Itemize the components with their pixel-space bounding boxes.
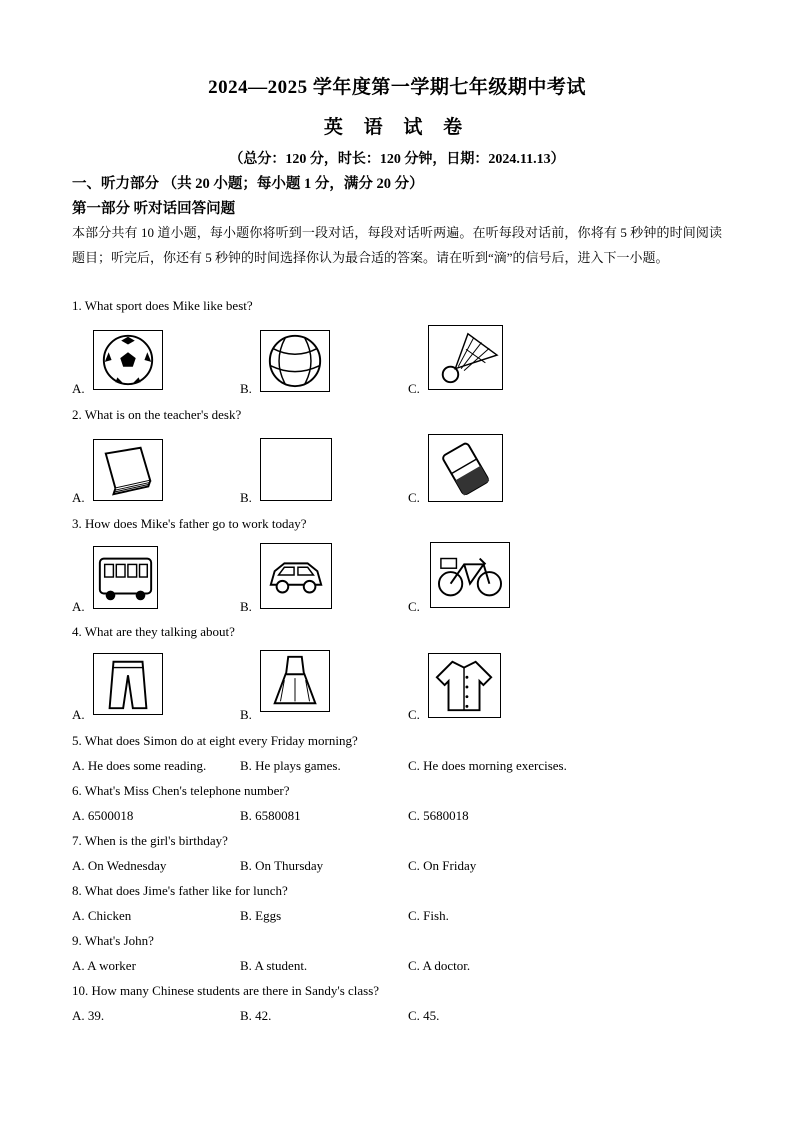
- option-4c: C.: [408, 707, 420, 722]
- option-2a: A.: [72, 490, 85, 505]
- option-6a: A. 6500018: [72, 808, 134, 823]
- option-9a: A. A worker: [72, 958, 136, 973]
- subsection-heading: 第一部分 听对话回答问题: [72, 201, 236, 217]
- option-10a: A. 39.: [72, 1008, 105, 1023]
- option-1a: A.: [72, 381, 85, 396]
- option-6c: C. 5680018: [408, 808, 469, 823]
- question-9: 9. What's John?: [72, 933, 154, 948]
- basketball-icon: [260, 330, 330, 392]
- option-4a: A.: [72, 707, 85, 722]
- question-4: 4. What are they talking about?: [72, 624, 235, 639]
- option-5a: A. He does some reading.: [72, 758, 207, 773]
- question-5: 5. What does Simon do at eight every Friday morning?: [72, 733, 358, 748]
- option-9c: C. A doctor.: [408, 958, 471, 973]
- question-3: 3. How does Mike's father go to work today?: [72, 516, 307, 531]
- option-1b: B.: [240, 381, 252, 396]
- question-1: 1. What sport does Mike like best?: [72, 298, 253, 313]
- option-9b: B. A student.: [240, 958, 308, 973]
- shuttlecock-icon: [428, 325, 503, 390]
- book-icon: [93, 439, 163, 501]
- option-3b: B.: [240, 599, 252, 614]
- option-7c: C. On Friday: [408, 858, 477, 873]
- question-7: 7. When is the girl's birthday?: [72, 833, 228, 848]
- question-8: 8. What does Jime's father like for lunch?: [72, 883, 288, 898]
- section-heading: 一、听力部分 （共 20 小题；每小题 1 分，满分 20 分）: [72, 176, 424, 192]
- option-8a: A. Chicken: [72, 908, 132, 923]
- exam-subtitle: 英 语 试 卷: [323, 117, 471, 138]
- option-7b: B. On Thursday: [240, 858, 324, 873]
- car-icon: [260, 543, 332, 609]
- instructions: 本部分共有 10 道小题，每小题你将听到一段对话，每段对话听两遍。在听每段对话前，你将有 5 秒钟的时间阅读题目；听完后，你还有 5 秒钟的时间选择你认为最合适的答案。请在听到“滴”的信号后，进入下一小题。: [72, 225, 722, 265]
- option-5b: B. He plays games.: [240, 758, 341, 773]
- option-2b: B.: [240, 490, 252, 505]
- option-10b: B. 42.: [240, 1008, 272, 1023]
- question-2: 2. What is on the teacher's desk?: [72, 407, 242, 422]
- option-6b: B. 6580081: [240, 808, 301, 823]
- option-4b: B.: [240, 707, 252, 722]
- option-10c: C. 45.: [408, 1008, 440, 1023]
- eraser-icon: [428, 434, 503, 502]
- option-2c: C.: [408, 490, 420, 505]
- option-3a: A.: [72, 599, 85, 614]
- question-6: 6. What's Miss Chen's telephone number?: [72, 783, 290, 798]
- exam-title: 2024—2025 学年度第一学期七年级期中考试: [208, 77, 586, 98]
- option-1c: C.: [408, 381, 420, 396]
- blank-picture-icon: [260, 438, 332, 501]
- exam-info: （总分：120 分，时长：120 分钟，日期：2024.11.13）: [229, 152, 565, 167]
- option-7a: A. On Wednesday: [72, 858, 167, 873]
- dress-icon: [260, 650, 330, 712]
- bus-icon: [93, 546, 158, 609]
- trousers-icon: [93, 653, 163, 715]
- soccer-ball-icon: [93, 330, 163, 390]
- option-5c: C. He does morning exercises.: [408, 758, 567, 773]
- question-10: 10. How many Chinese students are there in Sandy's class?: [72, 983, 380, 998]
- option-8c: C. Fish.: [408, 908, 449, 923]
- option-3c: C.: [408, 599, 420, 614]
- shirt-icon: [428, 653, 501, 718]
- option-8b: B. Eggs: [240, 908, 282, 923]
- bicycle-icon: [430, 542, 510, 608]
